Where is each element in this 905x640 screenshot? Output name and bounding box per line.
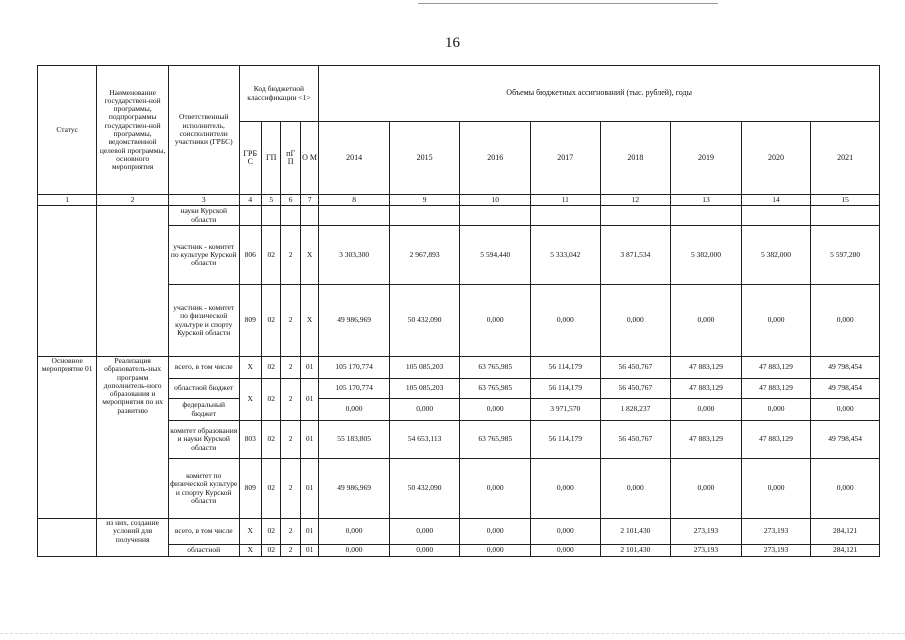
value-cell: 56 450,767 — [600, 357, 671, 379]
code-cell: 01 — [300, 519, 318, 545]
value-cell: 0,000 — [319, 545, 390, 557]
name-cell: из них, создание условий для получения — [97, 519, 169, 557]
column-number: 6 — [281, 195, 300, 206]
value-cell: 284,121 — [811, 545, 880, 557]
executor-cell: науки Курской области — [168, 206, 239, 226]
code-cell: Х — [239, 545, 262, 557]
code-cell: 2 — [281, 226, 300, 285]
header-year: 2017 — [531, 122, 601, 195]
code-cell: 01 — [300, 357, 318, 379]
code-cell: 2 — [281, 357, 300, 379]
value-cell: 0,000 — [319, 519, 390, 545]
header-code-gp: ГП — [262, 122, 281, 195]
value-cell: 0,000 — [389, 519, 460, 545]
scan-artifact — [0, 633, 905, 634]
value-cell: 56 114,179 — [531, 357, 601, 379]
executor-cell: областной бюджет — [168, 379, 239, 399]
value-cell — [811, 206, 880, 226]
executor-cell: комитет по физической культуре и спорту Курской области — [168, 459, 239, 519]
code-cell: 803 — [239, 421, 262, 459]
budget-table — [37, 65, 880, 557]
value-cell: 105 170,774 — [319, 379, 390, 399]
value-cell: 49 798,454 — [811, 379, 880, 399]
value-cell: 0,000 — [741, 459, 811, 519]
header-code-grbs: ГРБ С — [239, 122, 262, 195]
value-cell: 273,193 — [741, 545, 811, 557]
code-cell: 01 — [300, 545, 318, 557]
code-cell: 2 — [281, 379, 300, 421]
value-cell: 54 653,113 — [389, 421, 460, 459]
value-cell: 0,000 — [460, 519, 531, 545]
value-cell: 49 798,454 — [811, 421, 880, 459]
value-cell: 0,000 — [460, 399, 531, 421]
executor-cell: всего, в том числе — [168, 519, 239, 545]
column-number: 9 — [389, 195, 460, 206]
code-cell: Х — [239, 519, 262, 545]
value-cell — [319, 206, 390, 226]
header-year: 2018 — [600, 122, 671, 195]
code-cell: Х — [300, 285, 318, 357]
code-cell: 01 — [300, 379, 318, 421]
header-year: 2015 — [389, 122, 460, 195]
code-cell: Х — [239, 379, 262, 421]
value-cell: 50 432,090 — [389, 285, 460, 357]
value-cell: 0,000 — [531, 285, 601, 357]
value-cell: 273,193 — [671, 519, 742, 545]
value-cell: 0,000 — [531, 519, 601, 545]
value-cell: 2 101,430 — [600, 545, 671, 557]
value-cell: 63 765,985 — [460, 379, 531, 399]
code-cell: 02 — [262, 357, 281, 379]
value-cell: 47 883,129 — [741, 379, 811, 399]
status-cell — [38, 519, 97, 557]
header-year: 2014 — [319, 122, 390, 195]
code-cell: 01 — [300, 459, 318, 519]
value-cell: 5 333,042 — [531, 226, 601, 285]
value-cell: 273,193 — [741, 519, 811, 545]
value-cell: 47 883,129 — [741, 421, 811, 459]
value-cell: 0,000 — [671, 285, 742, 357]
value-cell: 0,000 — [460, 459, 531, 519]
code-cell: 02 — [262, 545, 281, 557]
code-cell: 02 — [262, 226, 281, 285]
header-code-om: О М — [300, 122, 318, 195]
code-cell: 806 — [239, 226, 262, 285]
value-cell: 5 594,440 — [460, 226, 531, 285]
code-cell — [239, 206, 262, 226]
value-cell: 3 971,570 — [531, 399, 601, 421]
header-executor: Ответственный исполнитель, соисполнители участники (ГРБС) — [168, 66, 239, 195]
value-cell: 105 085,203 — [389, 379, 460, 399]
value-cell: 0,000 — [600, 459, 671, 519]
value-cell: 5 382,000 — [671, 226, 742, 285]
value-cell: 2 967,893 — [389, 226, 460, 285]
value-cell: 50 432,090 — [389, 459, 460, 519]
header-year: 2021 — [811, 122, 880, 195]
value-cell: 0,000 — [389, 545, 460, 557]
value-cell: 273,193 — [671, 545, 742, 557]
value-cell: 0,000 — [319, 399, 390, 421]
header-year: 2016 — [460, 122, 531, 195]
header-year: 2020 — [741, 122, 811, 195]
table-row — [38, 519, 880, 545]
column-number: 4 — [239, 195, 262, 206]
value-cell: 55 183,805 — [319, 421, 390, 459]
value-cell: 0,000 — [741, 285, 811, 357]
name-cell — [97, 206, 169, 357]
value-cell: 47 883,129 — [671, 357, 742, 379]
value-cell: 0,000 — [460, 545, 531, 557]
header-status: Статус — [38, 66, 97, 195]
value-cell: 47 883,129 — [671, 379, 742, 399]
code-cell: 2 — [281, 545, 300, 557]
header-code-pgp: пГ П — [281, 122, 300, 195]
value-cell: 0,000 — [741, 399, 811, 421]
name-cell: Реализация образователь-ных программ дополнитель-ного образования и мероприятия по их развитию — [97, 357, 169, 519]
value-cell: 0,000 — [460, 285, 531, 357]
header-name: Наименование государствен-ной программы, подпрограммы государствен-ной программы, ведомственной целевой программы, основного мероприятия — [97, 66, 169, 195]
code-cell: Х — [239, 357, 262, 379]
column-number: 13 — [671, 195, 742, 206]
column-number: 5 — [262, 195, 281, 206]
value-cell: 2 101,430 — [600, 519, 671, 545]
table-row — [38, 357, 880, 379]
value-cell: 3 871,534 — [600, 226, 671, 285]
code-cell: 2 — [281, 421, 300, 459]
executor-cell: комитет образования и науки Курской области — [168, 421, 239, 459]
value-cell: 0,000 — [531, 459, 601, 519]
code-cell: 02 — [262, 459, 281, 519]
value-cell: 0,000 — [811, 285, 880, 357]
header-row — [38, 66, 880, 122]
column-number: 7 — [300, 195, 318, 206]
code-cell: 01 — [300, 421, 318, 459]
status-cell: Основное мероприятие 01 — [38, 357, 97, 519]
value-cell: 0,000 — [811, 459, 880, 519]
code-cell: 2 — [281, 459, 300, 519]
value-cell — [600, 206, 671, 226]
executor-cell: участник - комитет по физической культуре и спорту Курской области — [168, 285, 239, 357]
column-number: 2 — [97, 195, 169, 206]
value-cell: 49 798,454 — [811, 357, 880, 379]
code-cell: 809 — [239, 285, 262, 357]
top-rule — [418, 3, 718, 4]
header-year: 2019 — [671, 122, 742, 195]
value-cell: 63 765,985 — [460, 421, 531, 459]
code-cell: 02 — [262, 379, 281, 421]
value-cell — [531, 206, 601, 226]
page-number: 16 — [445, 35, 460, 51]
value-cell: 105 085,203 — [389, 357, 460, 379]
header-volumes: Объемы бюджетных ассигнований (тыс. рублей), годы — [319, 66, 880, 122]
value-cell: 3 303,300 — [319, 226, 390, 285]
value-cell: 5 597,280 — [811, 226, 880, 285]
status-cell — [38, 206, 97, 357]
column-number: 15 — [811, 195, 880, 206]
value-cell — [741, 206, 811, 226]
executor-cell: всего, в том числе — [168, 357, 239, 379]
column-number: 3 — [168, 195, 239, 206]
value-cell: 56 114,179 — [531, 379, 601, 399]
column-number: 12 — [600, 195, 671, 206]
code-cell — [262, 206, 281, 226]
value-cell: 0,000 — [531, 545, 601, 557]
value-cell: 47 883,129 — [671, 421, 742, 459]
value-cell: 0,000 — [811, 399, 880, 421]
code-cell: 2 — [281, 519, 300, 545]
code-cell: 02 — [262, 519, 281, 545]
value-cell — [671, 206, 742, 226]
value-cell: 0,000 — [671, 459, 742, 519]
code-cell: Х — [300, 226, 318, 285]
column-number: 14 — [741, 195, 811, 206]
value-cell: 284,121 — [811, 519, 880, 545]
column-number-row — [38, 195, 880, 206]
column-number: 8 — [319, 195, 390, 206]
code-cell — [281, 206, 300, 226]
value-cell — [460, 206, 531, 226]
executor-cell: федеральный бюджет — [168, 399, 239, 421]
code-cell: 2 — [281, 285, 300, 357]
column-number: 11 — [531, 195, 601, 206]
value-cell: 56 450,767 — [600, 379, 671, 399]
code-cell: 02 — [262, 285, 281, 357]
value-cell: 105 170,774 — [319, 357, 390, 379]
table-row — [38, 206, 880, 226]
code-cell: 02 — [262, 421, 281, 459]
column-number: 1 — [38, 195, 97, 206]
code-cell — [300, 206, 318, 226]
value-cell: 5 382,000 — [741, 226, 811, 285]
executor-cell: участник - комитет по культуре Курской области — [168, 226, 239, 285]
header-budget-code: Код бюджетной классификации <1> — [239, 66, 319, 122]
value-cell: 47 883,129 — [741, 357, 811, 379]
value-cell: 49 986,969 — [319, 459, 390, 519]
value-cell: 1 828,237 — [600, 399, 671, 421]
value-cell: 56 450,767 — [600, 421, 671, 459]
value-cell — [389, 206, 460, 226]
executor-cell: областной — [168, 545, 239, 557]
value-cell: 49 986,969 — [319, 285, 390, 357]
value-cell: 0,000 — [389, 399, 460, 421]
column-number: 10 — [460, 195, 531, 206]
value-cell: 63 765,985 — [460, 357, 531, 379]
code-cell: 809 — [239, 459, 262, 519]
value-cell: 0,000 — [600, 285, 671, 357]
value-cell: 0,000 — [671, 399, 742, 421]
value-cell: 56 114,179 — [531, 421, 601, 459]
